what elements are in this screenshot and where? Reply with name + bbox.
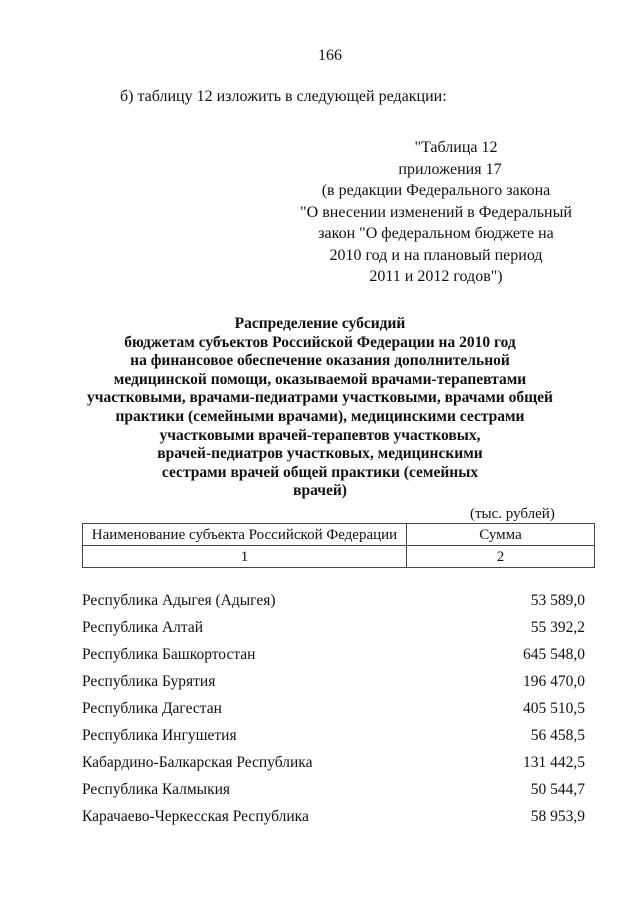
units-label: (тыс. рублей)	[470, 506, 555, 522]
document-title	[80, 315, 560, 501]
annex-line: 2010 год и на плановый период	[329, 246, 543, 264]
table-row	[82, 591, 585, 618]
table-body	[82, 591, 585, 834]
subject-name: Республика Калмыкия	[82, 781, 231, 798]
table-row	[82, 807, 585, 834]
title-line: сестрами врачей общей практики (семейных	[161, 463, 479, 481]
column-number-1: 1	[83, 546, 407, 568]
header-subject-name: Наименование субъекта Российской Федерации	[83, 524, 407, 546]
title-line: на финансовое обеспечение оказания дополнительной	[130, 352, 510, 370]
annex-line: "О внесении изменений в Федеральный	[300, 203, 572, 221]
subject-name: Республика Ингушетия	[82, 727, 237, 744]
subject-name: Кабардино-Балкарская Республика	[82, 754, 313, 771]
title-line: Распределение субсидий	[234, 315, 406, 332]
annex-line: (в редакции Федерального закона	[321, 182, 551, 199]
table-row	[82, 618, 585, 645]
subject-name: Республика Дагестан	[82, 700, 222, 717]
subject-amount: 405 510,5	[523, 700, 585, 717]
subject-name: Республика Бурятия	[82, 673, 216, 690]
title-line: врачей)	[293, 482, 347, 500]
annex-line: приложения 17	[398, 160, 502, 178]
subject-amount: 196 470,0	[523, 673, 585, 690]
subject-name: Республика Алтай	[82, 619, 204, 636]
column-number-2: 2	[407, 546, 595, 568]
table-row	[82, 726, 585, 753]
subject-amount: 56 458,5	[530, 727, 585, 744]
annex-line: 2011 и 2012 годов")	[369, 268, 503, 285]
annex-reference	[296, 137, 576, 288]
title-line: бюджетам субъектов Российской Федерации на 2010 год	[124, 333, 516, 351]
column-number-row	[83, 546, 595, 568]
subject-name: Республика Башкортостан	[82, 646, 256, 663]
title-line: врачей-педиатров участковых, медицинскими	[157, 445, 483, 463]
title-line: медицинской помощи, оказываемой врачами-терапевтами	[113, 370, 527, 388]
subject-amount: 58 953,9	[530, 808, 585, 825]
subject-name: Карачаево-Черкесская Республика	[82, 808, 309, 825]
subject-amount: 53 589,0	[530, 592, 585, 609]
table-row	[82, 672, 585, 699]
subject-name: Республика Адыгея (Адыгея)	[82, 592, 276, 609]
intro-text: б) таблицу 12 изложить в следующей редакции:	[120, 88, 447, 105]
subject-amount: 131 442,5	[523, 754, 585, 771]
table-row	[82, 780, 585, 807]
subject-amount: 50 544,7	[530, 781, 585, 798]
page-number: 166	[318, 47, 342, 64]
table-row	[82, 753, 585, 780]
subject-amount: 55 392,2	[530, 619, 585, 636]
title-line: участковыми врачей-терапевтов участковых,	[159, 426, 481, 444]
annex-line: "Таблица 12	[414, 139, 498, 156]
title-line: участковыми, врачами-педиатрами участковыми, врачами общей	[87, 389, 553, 407]
header-row	[83, 524, 595, 546]
subject-amount: 645 548,0	[523, 646, 585, 663]
table-row	[82, 645, 585, 672]
table-header	[82, 523, 595, 568]
annex-line: закон "О федеральном бюджете на	[318, 225, 554, 242]
header-amount: Сумма	[407, 524, 595, 546]
table-row	[82, 699, 585, 726]
title-line: практики (семейными врачами), медицинскими сестрами	[115, 407, 525, 425]
